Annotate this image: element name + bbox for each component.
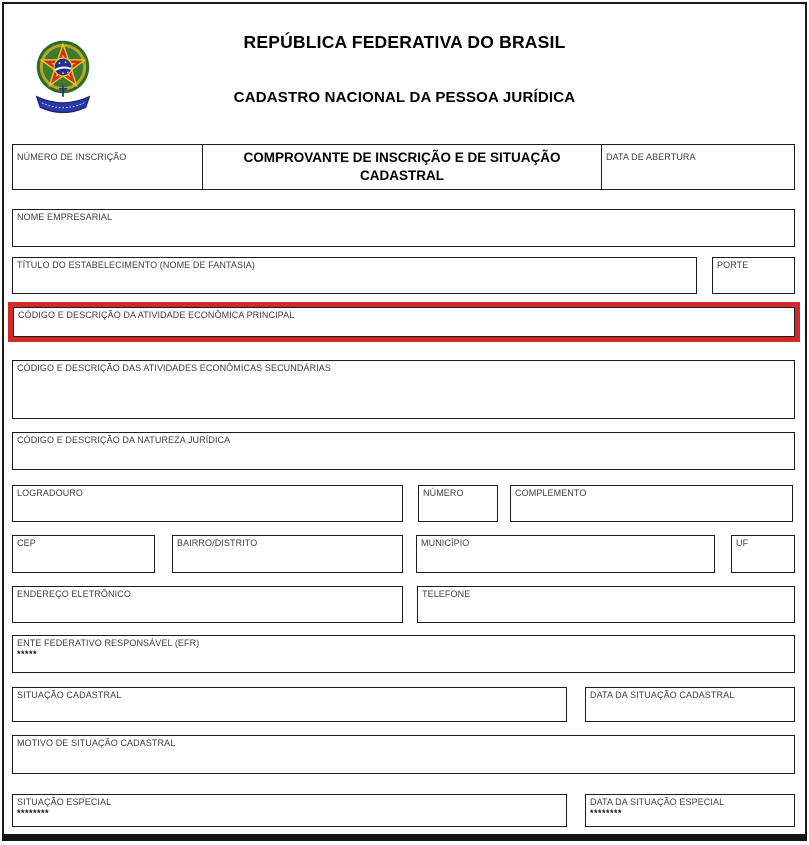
field-label: TÍTULO DO ESTABELECIMENTO (NOME DE FANTASIA) (17, 260, 255, 270)
field-numero (418, 485, 498, 522)
field-value: ******** (590, 808, 623, 818)
field-label: ENTE FEDERATIVO RESPONSÁVEL (EFR) (17, 638, 200, 648)
field-bairro-distrito (172, 535, 403, 573)
field-label: CÓDIGO E DESCRIÇÃO DA NATUREZA JURÍDICA (17, 435, 231, 445)
certificate-title-line1: COMPROVANTE DE INSCRIÇÃO E DE SITUAÇÃO (243, 150, 561, 165)
field-endereco-eletronico (12, 586, 403, 623)
field-uf (731, 535, 795, 573)
field-label: COMPLEMENTO (515, 488, 587, 498)
field-label: TELEFONE (422, 589, 471, 599)
certificate-title-line2: CADASTRAL (360, 168, 444, 183)
field-label: DATA DA SITUAÇÃO CADASTRAL (590, 690, 735, 700)
document-header (4, 4, 805, 140)
cnpj-certificate-page (2, 2, 807, 841)
field-label: PORTE (717, 260, 749, 270)
field-municipio (416, 535, 715, 573)
field-value: ***** (17, 649, 38, 659)
field-label: UF (736, 538, 749, 548)
field-efr (12, 635, 795, 673)
field-situacao-especial (12, 794, 567, 827)
field-complemento (510, 485, 793, 522)
field-cep (12, 535, 155, 573)
field-porte (712, 257, 795, 294)
field-label: DATA DA SITUAÇÃO ESPECIAL (590, 797, 725, 807)
field-situacao-cadastral (12, 687, 567, 722)
field-label: SITUAÇÃO CADASTRAL (17, 690, 122, 700)
inscription-banner-row (12, 144, 795, 190)
field-label: NOME EMPRESARIAL (17, 212, 113, 222)
field-label: CEP (17, 538, 36, 548)
field-natureza-juridica (12, 432, 795, 470)
field-numero-inscricao (13, 145, 203, 189)
field-titulo-estabelecimento (12, 257, 697, 294)
field-atividade-principal (13, 307, 795, 337)
field-label: NÚMERO (423, 488, 464, 498)
field-label: CÓDIGO E DESCRIÇÃO DAS ATIVIDADES ECONÔMICAS SECUNDÁRIAS (17, 363, 331, 373)
field-label: MOTIVO DE SITUAÇÃO CADASTRAL (17, 738, 176, 748)
red-highlight-annotation[interactable] (8, 302, 800, 342)
republic-title: REPÚBLICA FEDERATIVA DO BRASIL (243, 32, 566, 52)
field-label: ENDEREÇO ELETRÔNICO (17, 589, 131, 599)
field-atividades-secundarias (12, 360, 795, 419)
certificate-title (203, 145, 602, 189)
field-label: MUNICÍPIO (421, 538, 470, 548)
field-value: ******** (17, 808, 50, 818)
field-label: DATA DE ABERTURA (606, 152, 696, 162)
cnpj-registry-title: CADASTRO NACIONAL DA PESSOA JURÍDICA (233, 89, 576, 106)
field-data-situacao-especial (585, 794, 795, 827)
bottom-divider-bar (2, 834, 807, 841)
field-logradouro (12, 485, 403, 522)
field-label: SITUAÇÃO ESPECIAL (17, 797, 112, 807)
field-label: CÓDIGO E DESCRIÇÃO DA ATIVIDADE ECONÔMICA PRINCIPAL (18, 310, 295, 320)
field-label: LOGRADOURO (17, 488, 84, 498)
field-label: NÚMERO DE INSCRIÇÃO (17, 152, 127, 162)
field-data-abertura (602, 145, 794, 189)
field-label: BAIRRO/DISTRITO (177, 538, 258, 548)
field-telefone (417, 586, 795, 623)
field-motivo-situacao-cadastral (12, 735, 795, 774)
field-data-situacao-cadastral (585, 687, 795, 722)
brazil-coat-of-arms-icon (28, 28, 98, 125)
field-nome-empresarial (12, 209, 795, 247)
